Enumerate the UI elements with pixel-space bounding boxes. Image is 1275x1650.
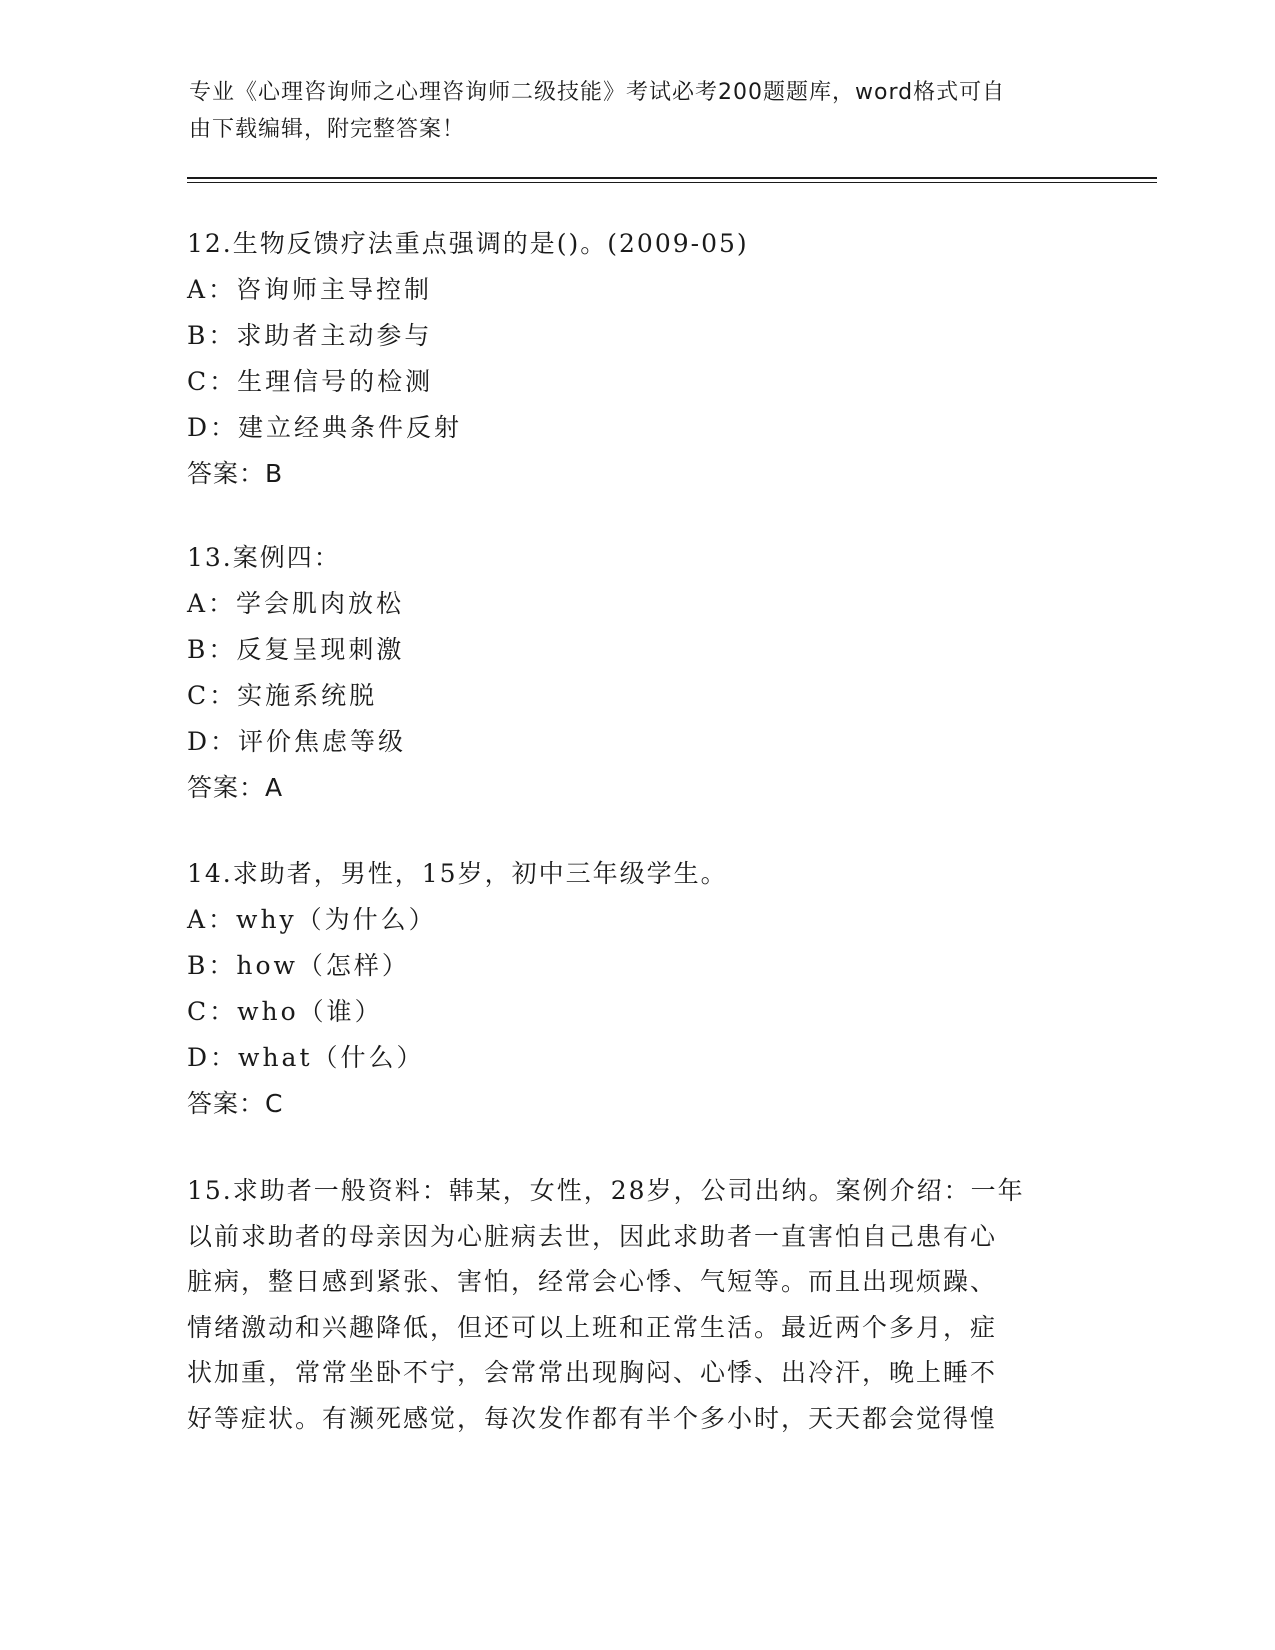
question-12: [187, 221, 1087, 497]
option-c: C：实施系统脱: [187, 681, 378, 710]
header-line-1: 专业《心理咨询师之心理咨询师二级技能》考试必考200题题库，word格式可自: [189, 80, 1006, 105]
question-13: [187, 535, 1087, 811]
paragraph-line: 情绪激动和兴趣降低，但还可以上班和正常生活。最近两个多月，症: [187, 1312, 998, 1342]
option-d: D：what（什么）: [187, 1043, 425, 1072]
option-a: A：学会肌肉放松: [187, 589, 405, 618]
option-a: A：why（为什么）: [187, 905, 437, 934]
paragraph-line: 脏病，整日感到紧张、害怕，经常会心悸、气短等。而且出现烦躁、: [187, 1267, 998, 1296]
header-divider-thin: [187, 182, 1157, 183]
answer: 答案：A: [187, 773, 284, 802]
option-d: D：评价焦虑等级: [187, 727, 407, 756]
question-stem: 12.生物反馈疗法重点强调的是()。(2009-05): [187, 229, 749, 258]
option-b: B：求助者主动参与: [187, 321, 433, 350]
question-paragraph: [187, 1168, 1087, 1441]
option-b: B：how（怎样）: [187, 951, 410, 980]
question-stem: 14.求助者，男性，15岁，初中三年级学生。: [187, 859, 728, 888]
option-b: B：反复呈现刺激: [187, 635, 405, 664]
header-line-2: 由下载编辑，附完整答案！: [189, 117, 466, 142]
paragraph-line: 15.求助者一般资料：韩某，女性，28岁，公司出纳。案例介绍：一年: [187, 1176, 1025, 1205]
paragraph-line: 好等症状。有濒死感觉，每次发作都有半个多小时，天天都会觉得惶: [187, 1403, 998, 1433]
question-stem: 13.案例四：: [187, 543, 341, 572]
paragraph-line: 以前求助者的母亲因为心脏病去世，因此求助者一直害怕自己患有心: [187, 1221, 998, 1251]
option-d: D：建立经典条件反射: [187, 413, 463, 442]
header-divider-thick: [187, 177, 1157, 179]
option-c: C：生理信号的检测: [187, 367, 434, 396]
question-15: [187, 1168, 1087, 1441]
answer: 答案：B: [187, 459, 284, 488]
option-a: A：咨询师主导控制: [187, 275, 433, 304]
option-c: C：who（谁）: [187, 997, 383, 1026]
answer: 答案：C: [187, 1089, 284, 1118]
document-header: [189, 74, 1089, 148]
question-14: [187, 851, 1087, 1127]
paragraph-line: 状加重，常常坐卧不宁，会常常出现胸闷、心悸、出冷汗，晚上睡不: [187, 1358, 998, 1387]
